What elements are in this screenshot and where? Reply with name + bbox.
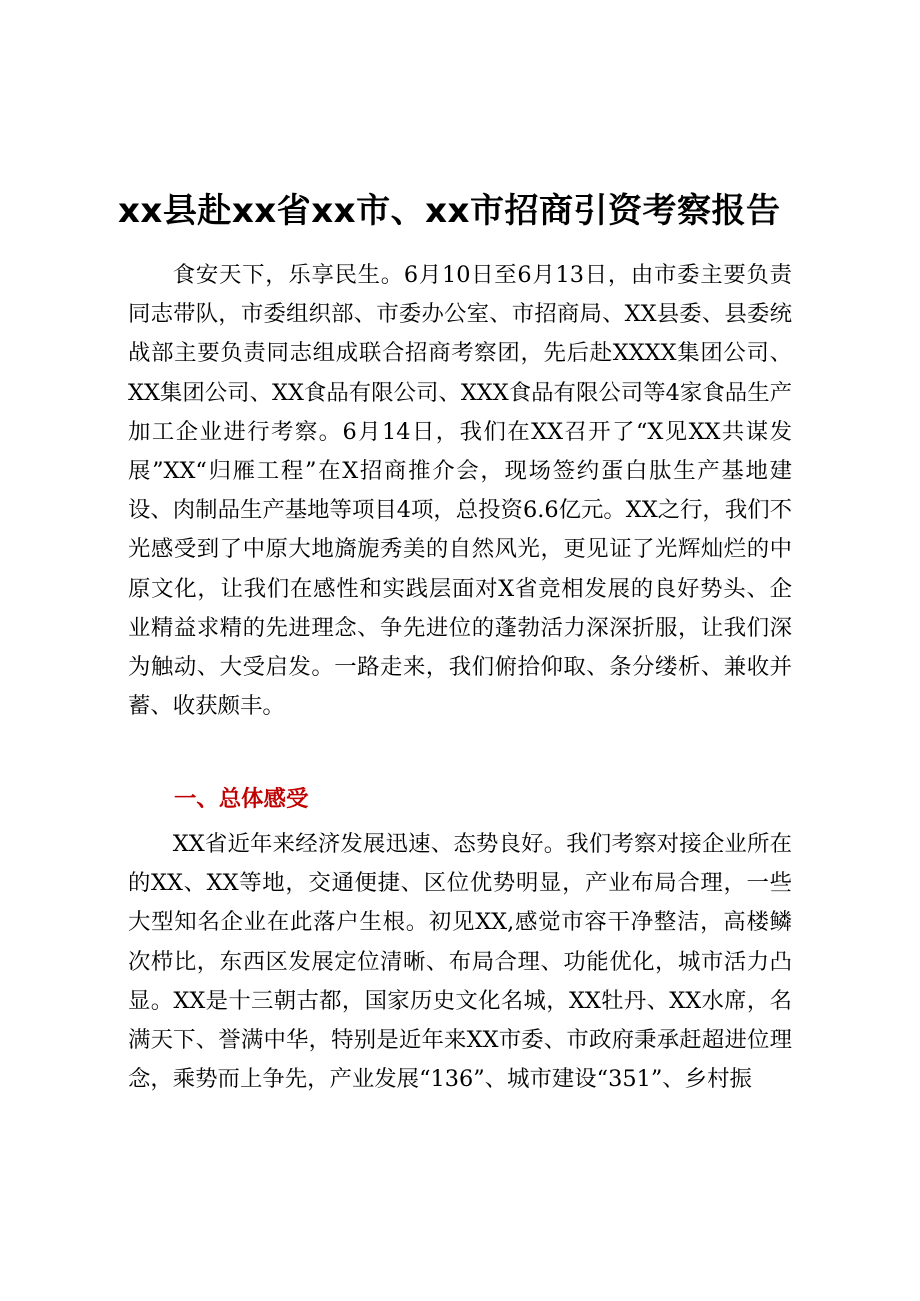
- document-title: xx县赴xx省xx市、xx市招商引资考察报告: [118, 191, 781, 231]
- section-paragraph: XX省近年来经济发展迅速、态势良好。我们考察对接企业所在的XX、XX等地，交通便捷、区位优势明显，产业布局合理，一些大型知名企业在此落户生根。初见XX,感觉市容干净整洁，高楼鳞次栉比，东西区发展定位清晰、布局合理、功能优化，城市活力凸显。XX是十三朝古都，国家历史文化名城，XX牡丹、XX水席，名满天下、誉满中华，特别是近年来XX市委、市政府秉承赶超进位理念，乘势而上争先，产业发展“136”、城市建设“351”、乡村振: [128, 831, 792, 1093]
- section-heading: 一、总体感受: [174, 786, 309, 812]
- intro-paragraph: 食安天下，乐享民生。6月10日至6月13日，由市委主要负责同志带队，市委组织部、市委办公室、市招商局、XX县委、县委统战部主要负责同志组成联合招商考察团，先后赴XXXX集团公司、XX集团公司、XX食品有限公司、XXX食品有限公司等4家食品生产加工企业进行考察。6月14日，我们在XX召开了“X见XX共谋发展”XX“归雁工程”在X招商推介会，现场签约蛋白肽生产基地建设、肉制品生产基地等项目4项，总投资6.6亿元。XX之行，我们不光感受到了中原大地旖旎秀美的自然风光，更见证了光辉灿烂的中原文化，让我们在感性和实践层面对X省竞相发展的良好势头、企业精益求精的先进理念、争先进位的蓬勃活力深深折服，让我们深为触动、大受启发。一路走来，我们俯拾仰取、条分缕析、兼收并蓄、收获颇丰。: [128, 262, 792, 720]
